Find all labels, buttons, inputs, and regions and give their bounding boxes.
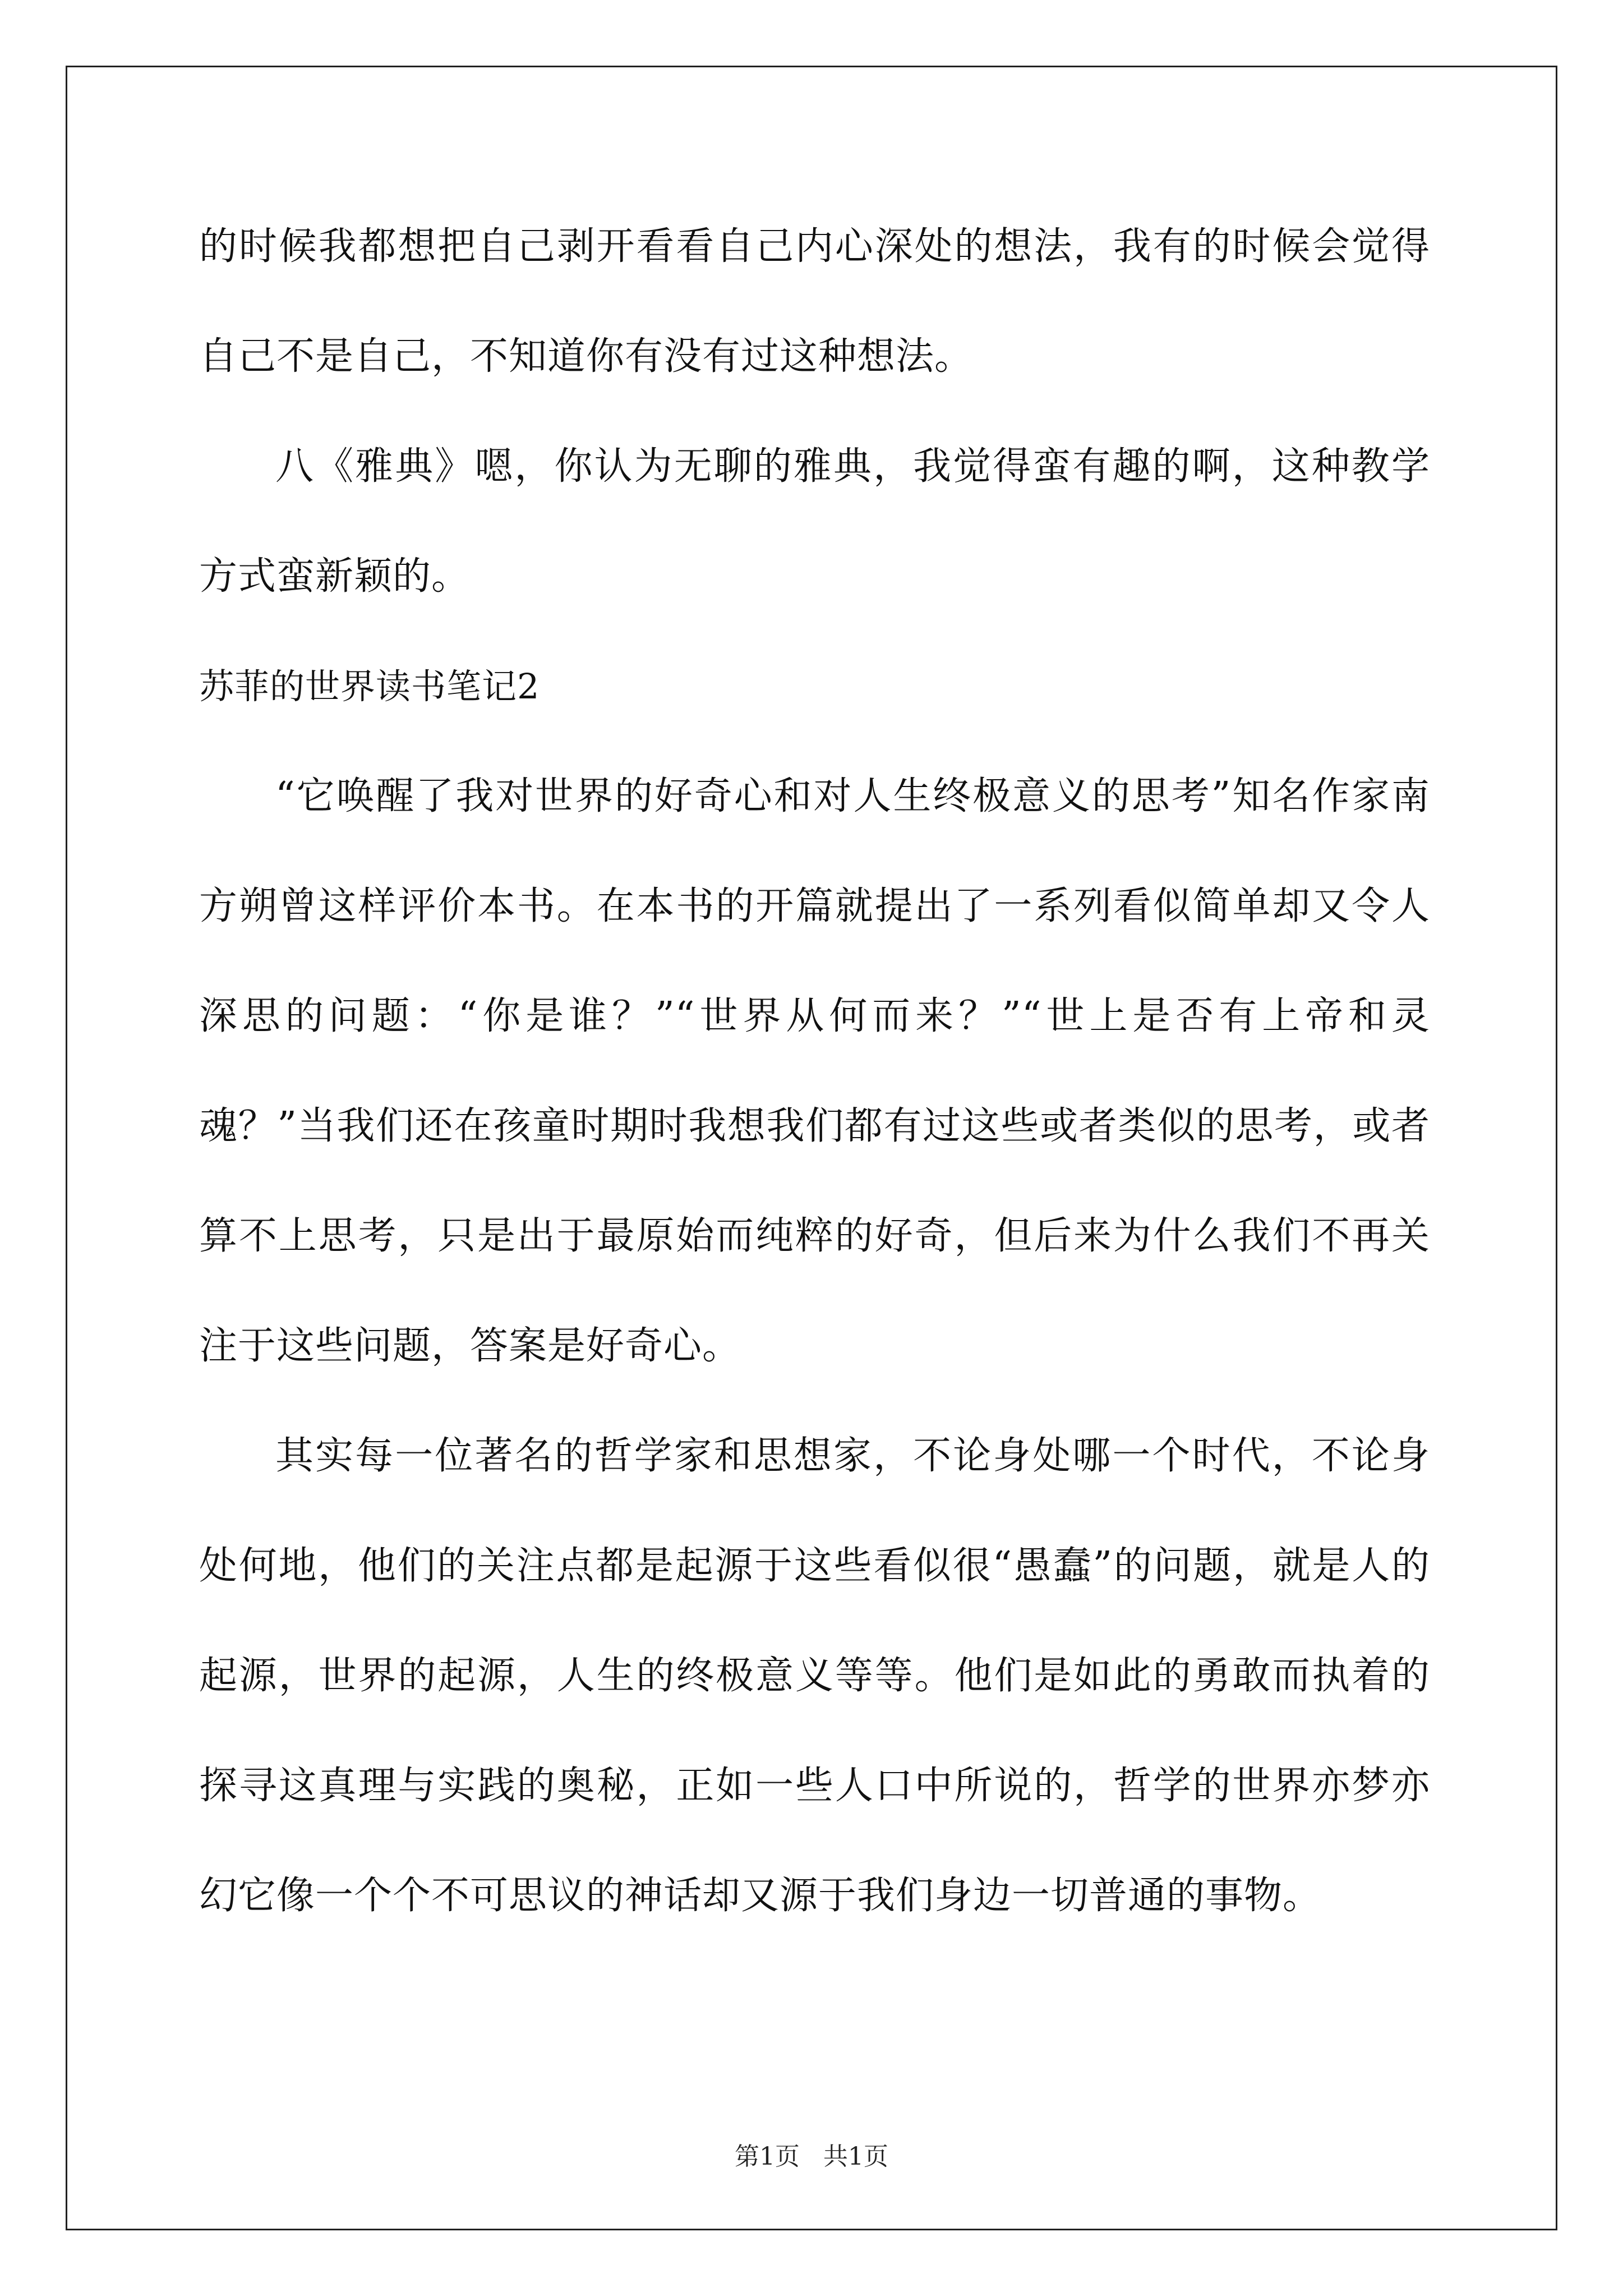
paragraph-2: 八《雅典》嗯，你认为无聊的雅典，我觉得蛮有趣的啊，这种教学方式蛮新颖的。 <box>199 444 1430 599</box>
paragraph-1: 的时候我都想把自己剥开看看自己内心深处的想法，我有的时候会觉得自己不是自己，不知道你有没有过这种想法。 <box>199 224 1430 379</box>
page-footer: 第1页 共1页 <box>735 2142 888 2171</box>
paragraph-4: 其实每一位著名的哲学家和思想家，不论身处哪一个时代，不论身处何地，他们的关注点都是起源于这些看似很“愚蠢”的问题，就是人的起源，世界的起源，人生的终极意义等等。他们是如此的勇敢而执着的探寻这真理与实践的奥秘，正如一些人口中所说的，哲学的世界亦梦亦幻它像一个个不可思议的神话却又源于我们身边一切普通的事物。 <box>199 1434 1430 1918</box>
paragraph-3: “它唤醒了我对世界的好奇心和对人生终极意义的思考”知名作家南方朔曾这样评价本书。在本书的开篇就提出了一系列看似简单却又令人深思的问题：“你是谁？”“世界从何而来？”“世上是否有上帝和灵魂？”当我们还在孩童时期时我想我们都有过这些或者类似的思考，或者算不上思考，只是出于最原始而纯粹的好奇，但后来为什么我们不再关注于这些问题，答案是好奇心。 <box>199 774 1430 1368</box>
section-heading: 苏菲的世界读书笔记2 <box>199 666 540 707</box>
document-body <box>199 192 1430 1951</box>
